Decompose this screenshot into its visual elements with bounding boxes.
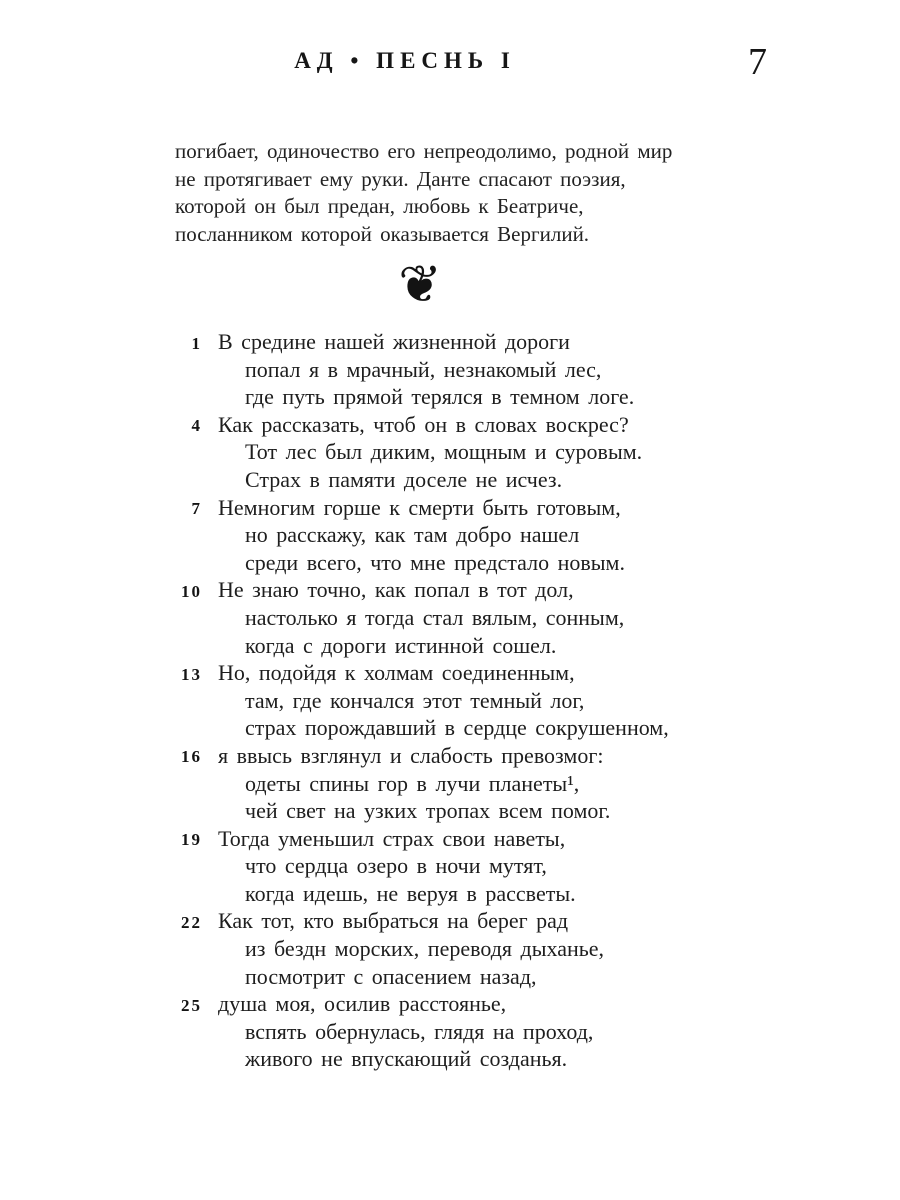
verse-line: вспять обернулась, глядя на проход, xyxy=(245,1018,594,1044)
tercet xyxy=(175,411,675,494)
verse-line: чей свет на узких тропах всем помог. xyxy=(245,798,611,824)
intro-line: которой он был предан, любовь к Беатриче, xyxy=(175,194,584,218)
verse-list xyxy=(175,328,675,1073)
verse-number: 10 xyxy=(181,581,202,601)
tercet xyxy=(175,494,675,577)
verse-line: живого не впускающий созданья. xyxy=(245,1046,568,1072)
verse-line: Тогда уменьшил страх свои наветы, xyxy=(218,825,566,851)
running-header-chapter-title: АД • ПЕСНЬ I xyxy=(294,48,516,73)
tercet xyxy=(175,576,675,659)
verse-line: Страх в памяти доселе не исчез. xyxy=(245,466,563,492)
tercet xyxy=(175,328,675,411)
verse-line: Не знаю точно, как попал в тот дол, xyxy=(218,577,574,603)
verse-line: Тот лес был диким, мощным и суровым. xyxy=(245,439,643,465)
tercet xyxy=(175,990,675,1073)
tercet xyxy=(175,742,675,825)
verse-line: где путь прямой терялся в темном логе. xyxy=(245,384,635,410)
verse-number: 1 xyxy=(191,333,202,353)
verse-number: 7 xyxy=(191,499,202,519)
verse-line: там, где кончался этот темный лог, xyxy=(245,687,585,713)
intro-line: не протягивает ему руки. Данте спасают поэзия, xyxy=(175,166,626,191)
verse-line: но расскажу, как там добро нашел xyxy=(245,522,580,548)
verse-line: попал я в мрачный, незнакомый лес, xyxy=(245,356,602,382)
verse-line: Как тот, кто выбраться на берег рад xyxy=(218,908,569,934)
verse-number: 16 xyxy=(181,747,202,767)
verse-line: я ввысь взглянул и слабость превозмог: xyxy=(218,742,604,768)
verse-line: посмотрит с опасением назад, xyxy=(245,963,537,989)
text-column xyxy=(175,138,675,1073)
verse-number: 25 xyxy=(181,995,202,1015)
verse-line: когда с дороги истинной сошел. xyxy=(245,632,557,658)
verse-line: настолько я тогда стал вялым, сонным, xyxy=(245,604,625,630)
verse-number: 4 xyxy=(191,416,202,436)
tercet xyxy=(175,907,675,990)
verse-line: когда идешь, не веруя в рассветы. xyxy=(245,880,576,906)
intro-line: погибает, одиночество его непреодолимо, родной мир xyxy=(175,139,673,163)
verse-line: Немногим горше к смерти быть готовым, xyxy=(218,494,621,520)
floral-heart-fleuron-icon: ❦ xyxy=(398,255,442,315)
verse-line: что сердца озеро в ночи мутят, xyxy=(245,853,547,879)
verse-number: 19 xyxy=(181,830,202,850)
tercet xyxy=(175,659,675,742)
intro-paragraph xyxy=(175,138,675,248)
intro-line: посланником которой оказывается Вергилий. xyxy=(175,221,590,246)
tercet xyxy=(175,825,675,908)
verse-line: из бездн морских, переводя дыханье, xyxy=(245,936,605,962)
verse-line: Но, подойдя к холмам соединенным, xyxy=(218,660,575,686)
verse-number: 22 xyxy=(181,912,202,932)
verse-line: Как рассказать, чтоб он в словах воскрес? xyxy=(218,411,629,437)
verse-line: душа моя, осилив расстоянье, xyxy=(218,991,507,1017)
verse-line: страх порождавший в сердце сокрушенном, xyxy=(245,715,669,741)
verse-line: одеты спины гор в лучи планеты¹, xyxy=(245,770,580,796)
page-number: 7 xyxy=(748,41,767,83)
verse-number: 13 xyxy=(181,664,202,684)
verse-line: среди всего, что мне предстало новым. xyxy=(245,549,625,575)
verse-line: В средине нашей жизненной дороги xyxy=(218,329,570,354)
